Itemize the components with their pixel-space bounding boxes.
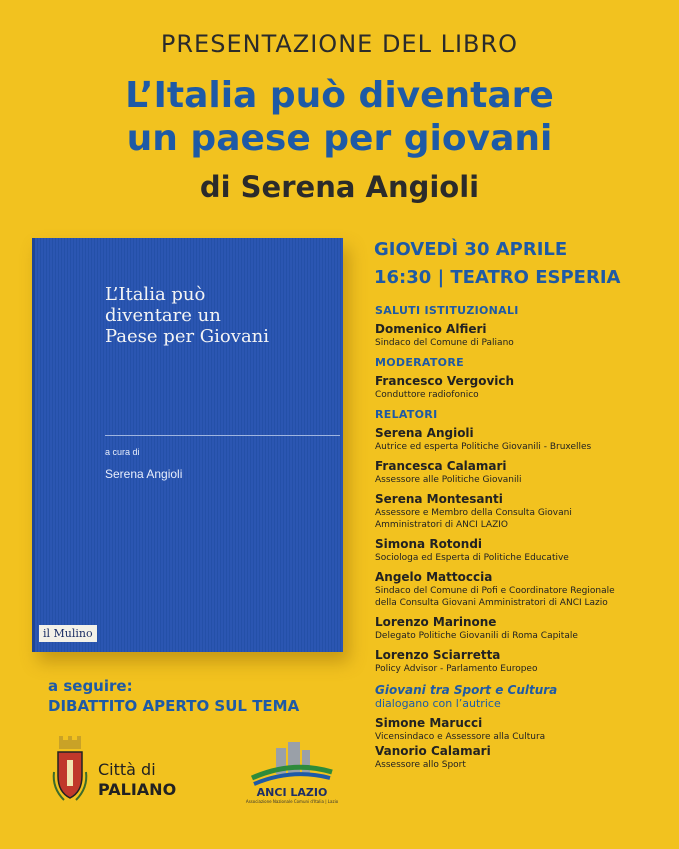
title-line-2: un paese per giovani	[126, 118, 553, 159]
speaker-name: Vanorio Calamari	[375, 744, 491, 758]
speaker	[375, 459, 675, 486]
after-event-note	[48, 676, 368, 716]
speaker-name: Lorenzo Sciarretta	[375, 648, 501, 662]
speaker-role: Autrice ed esperta Politiche Giovanili - Bruxelles	[375, 442, 592, 452]
publisher-label: il Mulino	[39, 625, 97, 642]
event-when	[374, 236, 674, 292]
speaker-name: Lorenzo Marinone	[375, 615, 497, 629]
speaker-role: Sindaco del Comune di Paliano	[375, 338, 514, 348]
anci-lazio-logo	[232, 742, 352, 806]
special-session-title: Giovani tra Sport e Cultura	[375, 683, 558, 697]
speaker-name: Serena Montesanti	[375, 492, 503, 506]
speaker-role: Conduttore radiofonico	[375, 390, 479, 400]
paliano-logo-line-2: PALIANO	[98, 780, 177, 799]
paliano-logo-line-1: Città di	[98, 760, 156, 779]
anci-logo-subtitle: Associazione Nazionale Comuni d'Italia | Lazio	[245, 799, 339, 804]
speaker	[375, 648, 675, 675]
speaker-role: Assessore allo Sport	[375, 760, 466, 770]
speaker-name: Simone Marucci	[375, 716, 483, 730]
author-heading: di Serena Angioli	[199, 170, 480, 204]
speaker	[375, 615, 675, 642]
section-relatori: RELATORI	[375, 408, 438, 421]
speaker-role: Sindaco del Comune di Pofi e Coordinatore Regionale	[375, 586, 615, 596]
speaker	[375, 744, 675, 771]
after-line-2: DIBATTITO APERTO SUL TEMA	[48, 697, 300, 715]
after-line-1: a seguire:	[48, 677, 133, 695]
book-cover-title-line: Paese per Giovani	[105, 326, 270, 347]
speaker-role: Assessore e Membro della Consulta Giovani	[375, 508, 572, 518]
speaker-role: della Consulta Giovani Amministratori di ANCI Lazio	[375, 598, 608, 608]
speaker-role: Amministratori di ANCI LAZIO	[375, 520, 508, 530]
section-moderatore: MODERATORE	[375, 356, 464, 369]
speaker-name: Simona Rotondi	[375, 537, 483, 551]
speaker-name: Francesca Calamari	[375, 459, 507, 473]
section-saluti: SALUTI ISTITUZIONALI	[375, 304, 519, 317]
book-cover-title-line: L’Italia può	[105, 284, 206, 305]
book-title-heading	[0, 74, 679, 160]
speaker-name: Domenico Alfieri	[375, 322, 487, 336]
book-cover-title	[105, 284, 335, 347]
title-line-1: L’Italia può diventare	[125, 75, 554, 116]
speaker	[375, 537, 675, 564]
speaker-role: Delegato Politiche Giovanili di Roma Capitale	[375, 631, 578, 641]
book-cover-curadi: a cura di	[105, 447, 140, 457]
speaker-role: Sociologa ed Esperta di Politiche Educative	[375, 553, 569, 563]
anci-logo-name: ANCI LAZIO	[256, 786, 328, 799]
paliano-logo	[50, 736, 190, 806]
speaker-role: Vicensindaco e Assessore alla Cultura	[375, 732, 546, 742]
speaker	[375, 492, 675, 531]
speaker-role: Assessore alle Politiche Giovanili	[375, 475, 522, 485]
speaker	[375, 570, 675, 609]
speaker-name: Serena Angioli	[375, 426, 474, 440]
event-kicker: PRESENTAZIONE DEL LIBRO	[160, 30, 519, 58]
book-cover-divider	[105, 435, 340, 436]
book-cover	[32, 238, 343, 652]
speaker-name: Angelo Mattoccia	[375, 570, 493, 584]
event-date: GIOVEDÌ 30 APRILE	[374, 239, 568, 260]
speaker	[375, 426, 675, 453]
paliano-crest-icon	[50, 736, 90, 806]
special-session-subtitle: dialogano con l’autrice	[375, 697, 501, 710]
speaker	[375, 716, 675, 743]
speaker	[375, 374, 675, 401]
program	[375, 304, 675, 771]
speaker-name: Francesco Vergovich	[375, 374, 515, 388]
speaker-role: Policy Advisor - Parlamento Europeo	[375, 664, 538, 674]
event-time-place: 16:30 | TEATRO ESPERIA	[374, 267, 621, 288]
anci-tower-icon	[232, 742, 352, 786]
speaker	[375, 322, 675, 349]
book-cover-title-line: diventare un	[105, 305, 221, 326]
book-cover-author: Serena Angioli	[105, 467, 183, 481]
